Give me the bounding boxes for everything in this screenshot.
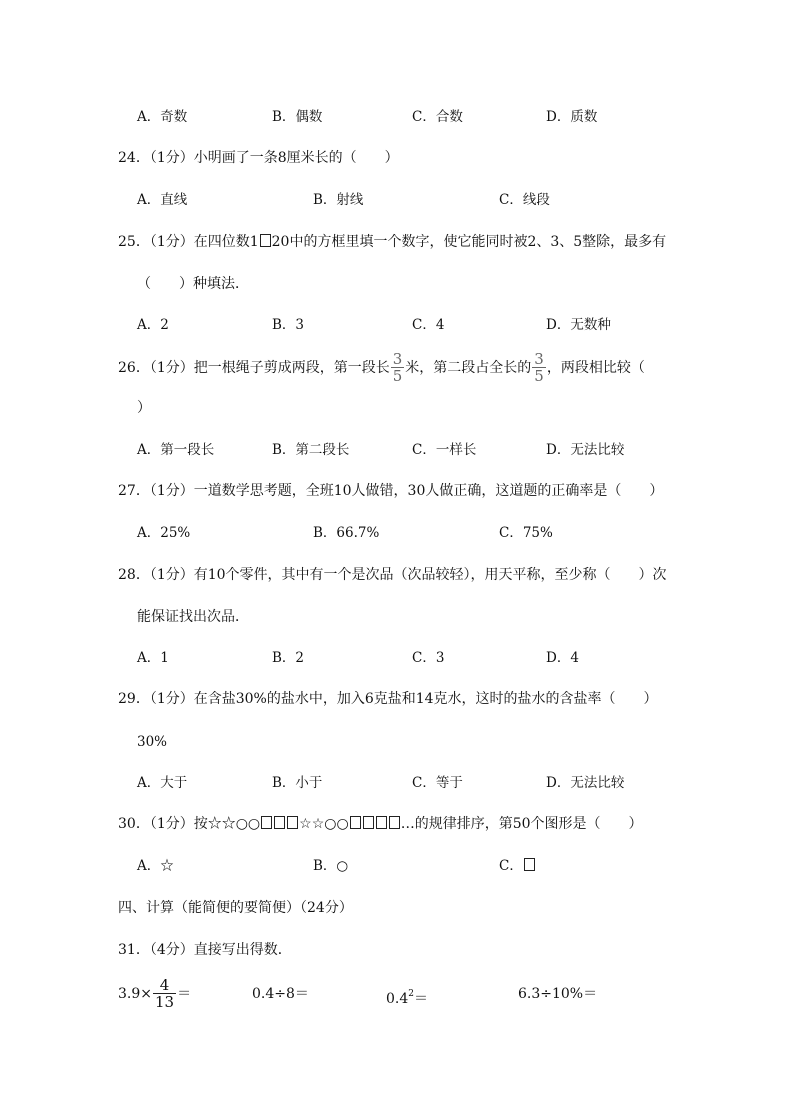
q26-option-d[interactable]: D．无法比较: [546, 442, 625, 458]
q28-option-a[interactable]: A．1: [137, 650, 169, 666]
q31-expression-1: [118, 974, 191, 1014]
q26-option-b[interactable]: B．第二段长: [272, 442, 350, 458]
q30-option-c[interactable]: [499, 856, 536, 876]
q30-option-c-label: C．: [499, 858, 523, 874]
q27-option-b[interactable]: B．66.7%: [313, 525, 380, 541]
q30-option-b[interactable]: B．○: [313, 858, 349, 874]
q31-e1-part-a: 3.9×: [118, 986, 152, 1002]
square-icon: [287, 816, 298, 829]
square-icon: [389, 816, 400, 829]
q25-option-c[interactable]: C．4: [412, 317, 445, 333]
q26-frac2-num: 3: [534, 350, 544, 368]
q31-expression-2: 0.4÷8＝: [252, 986, 309, 1002]
q28-stem: 28．（1分）有10个零件，其中有一个是次品（次品较轻），用天平称，至少称（ ）次: [118, 567, 667, 583]
q28-option-d[interactable]: D．4: [546, 650, 579, 666]
q23-option-a[interactable]: A．奇数: [137, 109, 188, 125]
q26-frac1-num: 3: [392, 350, 403, 368]
q31-e1-den: 13: [155, 993, 175, 1011]
q31-e3-eq: ＝: [414, 991, 428, 1007]
square-icon: [261, 816, 272, 829]
q26-option-c[interactable]: C．一样长: [412, 442, 477, 458]
q30-option-a[interactable]: A．☆: [137, 858, 174, 874]
q25-option-b[interactable]: B．3: [272, 317, 305, 333]
q30-stem-part-c: …的规律排序，第50个图形是（ ）: [400, 816, 643, 832]
q27-option-c[interactable]: C．75%: [499, 525, 553, 541]
q26-stem-line2: ）: [137, 400, 151, 416]
q23-option-d[interactable]: D．质数: [546, 109, 598, 125]
square-icon: [524, 858, 535, 871]
q25-stem-part-b: 20中的方框里填一个数字，使它能同时被2、3、5整除，最多有: [271, 234, 667, 250]
q24-option-c[interactable]: C．线段: [499, 192, 550, 208]
q29-option-b[interactable]: B．小于: [272, 775, 323, 791]
q26-option-a[interactable]: A．第一段长: [137, 442, 215, 458]
q31-e1-fraction: [153, 978, 176, 1010]
section-title: 四、计算（能简便的要简便）（24分）: [118, 900, 353, 916]
q26-stem-part-a: 26．（1分）把一根绳子剪成两段，第一段长: [118, 360, 390, 376]
q26-frac2-den: 5: [534, 367, 544, 385]
q23-option-b[interactable]: B．偶数: [272, 109, 323, 125]
q31-e1-num: 4: [159, 976, 170, 994]
square-icon: [363, 816, 374, 829]
q26-stem: [118, 352, 645, 384]
q24-stem: 24．（1分）小明画了一条8厘米长的（ ）: [118, 150, 399, 166]
square-icon: [274, 816, 285, 829]
q28-option-b[interactable]: B．2: [272, 650, 305, 666]
q31-e3-exponent: 2: [408, 989, 414, 999]
q25-stem-line2: （ ）种填法．: [137, 276, 249, 292]
q29-stem-line2: 30%: [137, 734, 168, 750]
q25-option-a[interactable]: A．2: [137, 317, 169, 333]
q30-stem-part-b: ☆☆○○: [299, 816, 349, 832]
q25-stem-part-a: 25．（1分）在四位数1: [118, 234, 259, 250]
blank-box-icon: [260, 234, 271, 247]
q26-frac1-den: 5: [392, 367, 403, 385]
q31-e1-part-b: ＝: [177, 986, 192, 1002]
q31-e3-base: 0.4: [386, 991, 409, 1007]
q29-option-a[interactable]: A．大于: [137, 775, 188, 791]
q26-fraction-2: [532, 352, 546, 384]
q28-option-c[interactable]: C．3: [412, 650, 445, 666]
q24-option-a[interactable]: A．直线: [137, 192, 188, 208]
square-icon: [350, 816, 361, 829]
q26-stem-part-b: 米，第二段占全长的: [405, 360, 532, 376]
q28-stem-line2: 能保证找出次品．: [137, 609, 249, 625]
q27-stem: 27．（1分）一道数学思考题，全班10人做错，30人做正确，这道题的正确率是（ ）: [118, 483, 664, 499]
q27-option-a[interactable]: A．25%: [137, 525, 191, 541]
q24-option-b[interactable]: B．射线: [313, 192, 364, 208]
q26-stem-part-c: ，两段相比较（: [546, 360, 645, 376]
q30-stem: [118, 814, 643, 834]
q25-option-d[interactable]: D．无数种: [546, 317, 611, 333]
q29-stem: 29．（1分）在含盐30%的盐水中，加入6克盐和14克水，这时的盐水的含盐率（ ）: [118, 691, 658, 707]
q31-stem: 31．（4分）直接写出得数．: [118, 942, 292, 958]
q23-option-c[interactable]: C．合数: [412, 109, 463, 125]
q30-stem-part-a: 30．（1分）按☆☆○○: [118, 816, 261, 832]
q31-expression-3: [386, 984, 428, 1009]
q31-expression-4: 6.3÷10%＝: [518, 986, 598, 1002]
q25-stem: [118, 232, 666, 252]
q29-option-d[interactable]: D．无法比较: [546, 775, 625, 791]
square-icon: [376, 816, 387, 829]
q26-fraction-1: [391, 352, 405, 384]
q29-option-c[interactable]: C．等于: [412, 775, 463, 791]
